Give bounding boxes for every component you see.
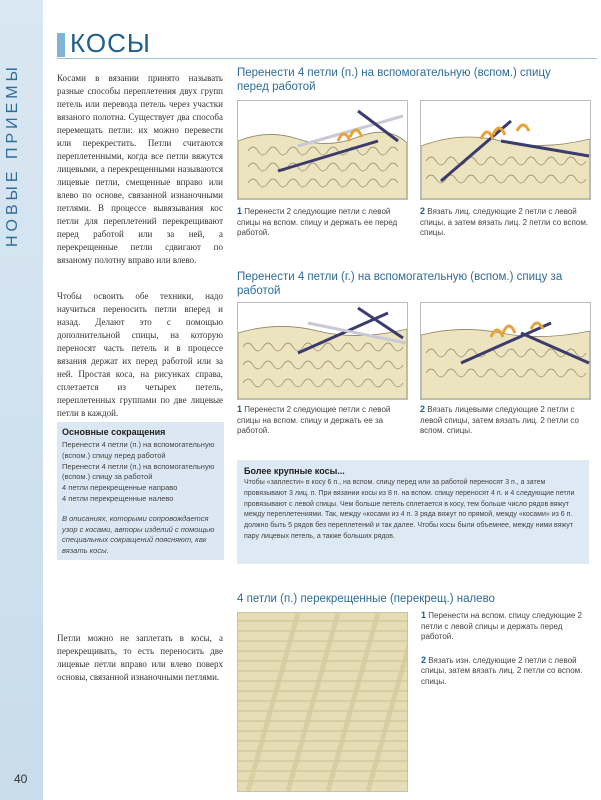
knit-illustration-1	[237, 100, 408, 200]
step-number: 1	[421, 610, 427, 620]
section3-step2	[421, 655, 591, 688]
cross-paragraph: Петли можно не заплетать в косы, а перекрещивать, то есть переносить две лицевые петли вправо или влево поверх основы, связанной изнаночными петлями.	[57, 633, 223, 682]
step-number: 1	[237, 206, 243, 216]
step-text: Перенести 2 следующие петли с левой спицы на вспом. спицу и держать ее за работой.	[237, 405, 391, 435]
step-number: 1	[237, 404, 243, 414]
larger-cables-title: Более крупные косы...	[244, 466, 345, 476]
technique-paragraph: Чтобы освоить обе техники, надо научиться переносить петли вперед и назад. Делают это с помощью дополнительной спицы, на которую переносят часть петель и в процессе вязания держат их перед работой или за ней. Простая коса, на рисунках справа, сплетается из четырех петель, переплетенных группами по две лицевые петли в каждой.	[57, 291, 223, 418]
section2-title: Перенести 4 петли (г.) на вспомогательную (вспом.) спицу за работой	[237, 271, 563, 297]
abbreviation-item: 4 петли перекрещенные налево	[62, 493, 174, 503]
knit-illustration-3	[237, 302, 408, 400]
abbreviation-item: 4 петли перекрещенные направо	[62, 483, 178, 493]
step-number: 2	[420, 404, 426, 414]
section3-title: 4 петли (п.) перекрещенные (перекрещ.) налево	[237, 593, 495, 605]
section1-step1	[237, 206, 407, 239]
section1-step2	[420, 206, 590, 239]
larger-cables-text: Чтобы «заплести» в косу 6 п., на вспом. спицу перед или за работой переносят 3 п., а затем провязывают 3 лиц. п. При вязании косы из 8 п. на вспом. спицу переносят 4 п. и 4 следующие петли провязывают с левой спицы. Чем больше петель сплетается в косу, тем больше число рядов вяжут между переплетениями. Так, между «косами из 4 п. 3 ряда вяжут по прямой, между «косами» из 6 п. должно быть 5 рядов без переплетений и так далее. Чтобы косы были объемнее, между ними вяжут пару лицевых петель, а также больших рядов.	[244, 479, 575, 540]
title-rule	[57, 58, 597, 59]
step-text: Вязать лицевыми следующие 2 петли с левой спицы, затем вязать лиц. 2 петли со вспом. спицы.	[420, 405, 579, 435]
section1-title: Перенести 4 петли (п.) на вспомогательную (вспом.) спицу перед работой	[237, 67, 551, 93]
sidebar	[0, 0, 43, 800]
knit-swatch-photo	[237, 612, 408, 792]
knit-illustration-4	[420, 302, 591, 400]
step-text: Перенести на вспом. спицу следующие 2 петли с левой спицы и держать перед работой.	[421, 611, 582, 641]
step-text: Вязать лиц. следующие 2 петли с левой спицы, а затем вязать лиц. 2 петли со вспом. спицы.	[420, 207, 589, 237]
knit-illustration-2	[420, 100, 591, 200]
section2-step2	[420, 404, 590, 437]
section2-step1	[237, 404, 407, 437]
abbreviations-note: В описаниях, которыми сопровождается узор с косами, авторы изделий с помощью специальных сокращений поясняют, как вязать косы.	[62, 514, 215, 555]
intro-paragraph: Косами в вязании принято называть разные способы переплетения двух групп петель или перевода петель через участки вязаного полотна. Существует два способа перемещать петли: их можно перевести или перекрестить. Петли считаются переплетенными, когда все петли вяжутся лицевыми, а перекрещенными называются лицевые петли, смещенные вправо или влево по основе, связанной изнаночными петлями. В процессе вывязывания кос петли для переплетений перекрещивают перед работой или за ней, а перекрещенные петли сдвигают по вязаному полотну вправо или влево.	[57, 73, 223, 265]
abbreviation-item: Перенести 4 петли (п.) на вспомогательную (вспом.) спицу за работой	[62, 461, 215, 482]
section-label: НОВЫЕ ПРИЕМЫ	[4, 63, 21, 247]
page-title: КОСЫ	[70, 28, 151, 58]
abbreviation-item: Перенести 4 петли (п.) на вспомогательную (вспом.) спицу перед работой	[62, 440, 215, 460]
section3-steps	[421, 610, 591, 687]
title-accent-bar	[57, 33, 65, 57]
step-text: Перенести 2 следующие петли с левой спицы на вспом. спицу и держать ее перед работой.	[237, 207, 398, 237]
abbreviations-title: Основные сокращения	[62, 427, 166, 437]
page-number: 40	[14, 772, 28, 786]
step-text: Вязать изн. следующие 2 петли с левой спицы, затем вязать лиц. 2 петли со вспом. спицы.	[421, 655, 583, 686]
abbreviations-list	[62, 440, 220, 505]
section3-step1	[421, 610, 591, 643]
step-number: 2	[421, 654, 427, 665]
step-number: 2	[420, 206, 426, 216]
